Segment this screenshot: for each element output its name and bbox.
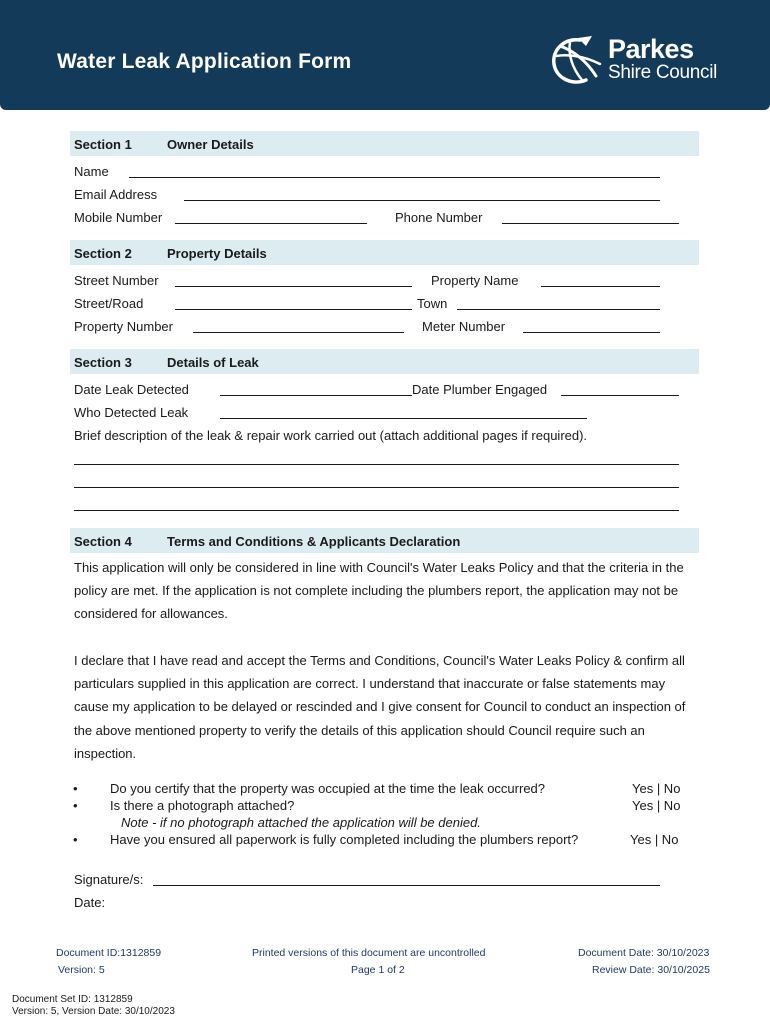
section-title: Details of Leak	[167, 355, 259, 370]
description-label: Brief description of the leak & repair work carried out (attach additional pages if required).	[74, 428, 588, 443]
logo-text-parkes: Parkes	[608, 34, 694, 64]
section-4-header	[70, 528, 699, 553]
date-plumber-label: Date Plumber Engaged	[412, 382, 548, 397]
question-photograph: Is there a photograph attached?	[110, 798, 295, 813]
town-label: Town	[417, 296, 448, 311]
section-number: Section 4	[74, 534, 132, 549]
description-line-1[interactable]	[74, 464, 679, 465]
header-banner	[0, 0, 770, 110]
footer-version: Version: 5	[58, 964, 105, 976]
section-title: Property Details	[167, 246, 267, 261]
question-paperwork: Have you ensured all paperwork is fully completed including the plumbers report?	[110, 832, 579, 847]
property-name-field[interactable]	[541, 286, 660, 287]
street-road-label: Street/Road	[74, 296, 144, 311]
street-road-field[interactable]	[175, 309, 412, 310]
section-title: Terms and Conditions & Applicants Declaration	[167, 534, 461, 549]
section-3-header	[70, 349, 699, 374]
section-number: Section 3	[74, 355, 132, 370]
property-number-label: Property Number	[74, 319, 173, 334]
bullet-icon: •	[73, 832, 78, 847]
footer-review-date: Review Date: 30/10/2025	[592, 964, 710, 976]
photograph-note: Note - if no photograph attached the application will be denied.	[121, 815, 481, 830]
bullet-icon: •	[73, 781, 78, 796]
section-1-header	[70, 131, 699, 156]
email-field[interactable]	[184, 200, 660, 201]
bullet-icon: •	[73, 798, 78, 813]
footer-document-id: Document ID:1312859	[56, 947, 162, 959]
paperwork-yes-no[interactable]: Yes | No	[630, 832, 679, 847]
description-line-3[interactable]	[74, 510, 679, 511]
date-detected-field[interactable]	[220, 395, 412, 396]
section-title: Owner Details	[167, 137, 254, 152]
globe-swoosh-icon	[550, 34, 604, 88]
mobile-label: Mobile Number	[74, 210, 163, 225]
logo-text-shire-council: Shire Council	[608, 62, 718, 83]
meter-number-field[interactable]	[523, 332, 660, 333]
date-detected-label: Date Leak Detected	[74, 382, 189, 397]
version-date: Version: 5, Version Date: 30/10/2023	[12, 1006, 175, 1017]
council-logo	[550, 34, 740, 88]
town-field[interactable]	[457, 309, 660, 310]
who-detected-field[interactable]	[220, 418, 587, 419]
footer-uncontrolled: Printed versions of this document are uncontrolled	[252, 947, 486, 959]
name-field[interactable]	[129, 177, 660, 178]
footer-page-number: Page 1 of 2	[351, 964, 405, 976]
question-occupied: Do you certify that the property was occupied at the time the leak occurred?	[110, 781, 546, 796]
phone-label: Phone Number	[395, 210, 483, 225]
property-number-field[interactable]	[193, 332, 404, 333]
footer-document-date: Document Date: 30/10/2023	[578, 947, 710, 959]
phone-field[interactable]	[502, 223, 679, 224]
document-set-id: Document Set ID: 1312859	[12, 994, 133, 1005]
date-label: Date:	[74, 895, 106, 910]
section-number: Section 2	[74, 246, 132, 261]
description-line-2[interactable]	[74, 487, 679, 488]
page-title: Water Leak Application Form	[57, 50, 352, 73]
meter-number-label: Meter Number	[422, 319, 506, 334]
signature-label: Signature/s:	[74, 872, 144, 887]
section-2-header	[70, 240, 699, 265]
signature-field[interactable]	[153, 885, 660, 886]
email-label: Email Address	[74, 187, 158, 202]
terms-paragraph: This application will only be considered in line with Council's Water Leaks Policy and that the criteria in the policy are met. If the application is not complete including the plumbers report, the application may not be considered for allowances.	[74, 560, 684, 622]
photograph-yes-no[interactable]: Yes | No	[632, 798, 681, 813]
mobile-field[interactable]	[175, 223, 367, 224]
declaration-paragraph: I declare that I have read and accept the Terms and Conditions, Council's Water Leaks Policy & confirm all particulars supplied in this application are correct. I understand that inaccurate or false statements may cause my application to be delayed or rescinded and I give consent for Council to conduct an inspection of the above mentioned property to verify the details of this application should Council require such an inspection.	[74, 653, 686, 761]
who-detected-label: Who Detected Leak	[74, 405, 189, 420]
date-plumber-field[interactable]	[561, 395, 679, 396]
property-name-label: Property Name	[431, 273, 519, 288]
name-label: Name	[74, 164, 109, 179]
street-number-field[interactable]	[175, 286, 412, 287]
street-number-label: Street Number	[74, 273, 159, 288]
section-number: Section 1	[74, 137, 132, 152]
occupied-yes-no[interactable]: Yes | No	[632, 781, 681, 796]
